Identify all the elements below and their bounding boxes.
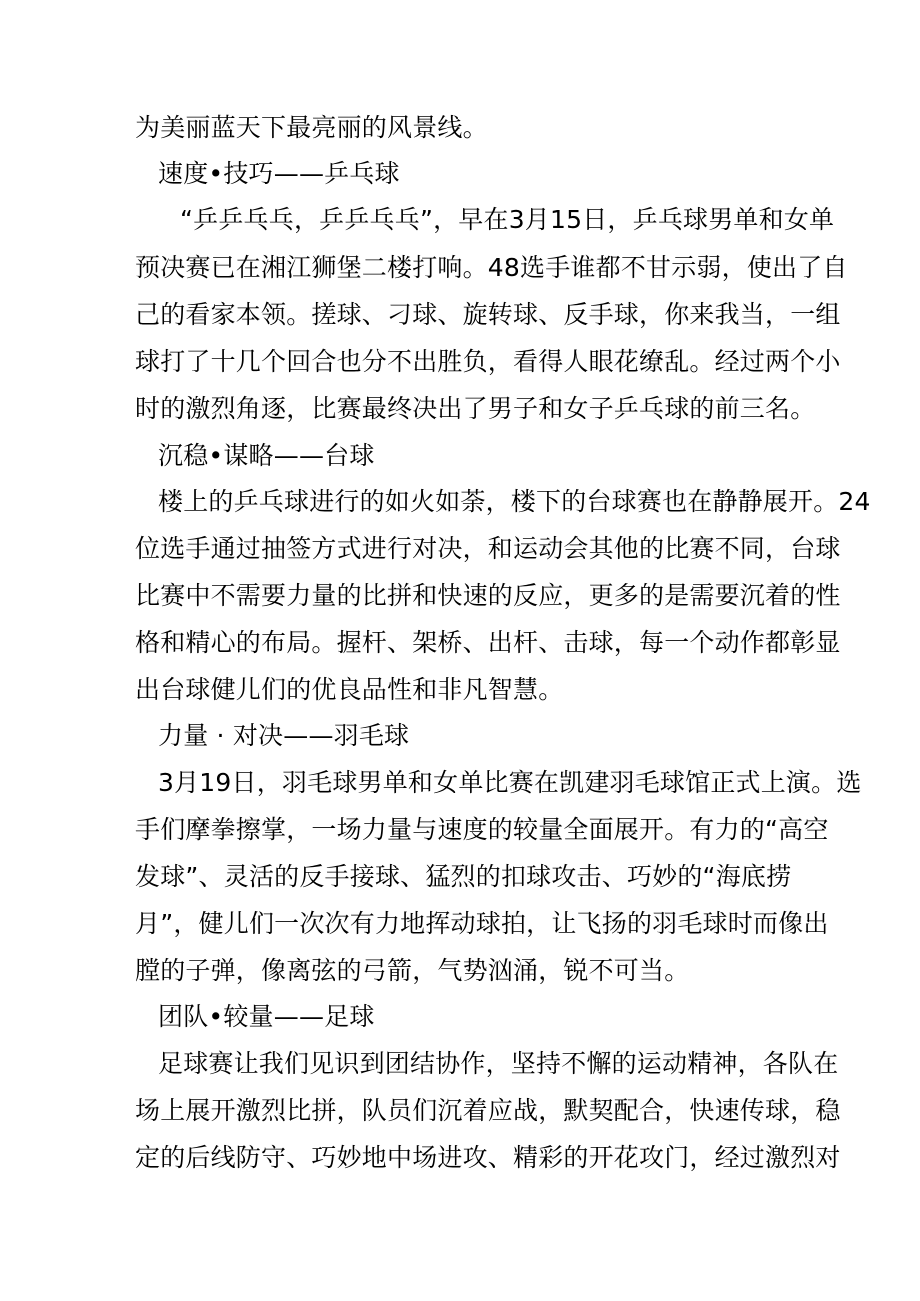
body-text-line: 预决赛已在湘江狮堡二楼打响。48选手谁都不甘示弱，使出了自 <box>135 253 848 282</box>
body-text-line: 手们摩拳擦掌，一场力量与速度的较量全面展开。有力的“高空 <box>135 815 829 844</box>
body-text-line: 足球赛让我们见识到团结协作，坚持不懈的运动精神，各队在 <box>158 1049 839 1078</box>
body-text-line: 月”，健儿们一次次有力地挥动球拍，让飞扬的羽毛球时而像出 <box>135 909 829 938</box>
body-text-line: 场上展开激烈比拼，队员们沉着应战，默契配合，快速传球，稳 <box>135 1096 841 1125</box>
body-text-line: 3月19日，羽毛球男单和女单比赛在凯建羽毛球馆正式上演。选 <box>158 768 862 797</box>
section-heading-billiards: 沉稳•谋略——台球 <box>158 441 375 470</box>
section-heading-table-tennis: 速度•技巧——乒乓球 <box>158 159 400 188</box>
body-text-line: 为美丽蓝天下最亮丽的风景线。 <box>135 113 488 142</box>
body-text-line: 楼上的乒乓球进行的如火如荼，楼下的台球赛也在静静展开。24 <box>158 487 871 516</box>
section-heading-football: 团队•较量——足球 <box>158 1002 375 1031</box>
body-text-line: 格和精心的布局。握杆、架桥、出杆、击球，每一个动作都彰显 <box>135 628 841 657</box>
body-text-line: 比赛中不需要力量的比拼和快速的反应，更多的是需要沉着的性 <box>135 581 841 610</box>
body-text-line: 位选手通过抽签方式进行对决，和运动会其他的比赛不同，台球 <box>135 534 841 563</box>
section-heading-badminton: 力量 · 对决——羽毛球 <box>158 721 410 750</box>
body-text-line: 时的激烈角逐，比赛最终决出了男子和女子乒乓球的前三名。 <box>135 394 816 423</box>
body-text-line: 膛的子弹，像离弦的弓箭，气势汹涌，锐不可当。 <box>135 956 690 985</box>
body-text-line: 发球”、灵活的反手接球、猛烈的扣球攻击、巧妙的“海底捞 <box>135 862 792 891</box>
body-text-line: 出台球健儿们的优良品性和非凡智慧。 <box>135 675 564 704</box>
body-text-line: 定的后线防守、巧妙地中场进攻、精彩的开花攻门，经过激烈对 <box>135 1143 841 1172</box>
body-text-line: 己的看家本领。搓球、刁球、旋转球、反手球，你来我当，一组 <box>135 300 841 329</box>
body-text-line: “乒乒乓乓，乒乒乓乓”，早在3月15日，乒乓球男单和女单 <box>180 205 835 234</box>
body-text-line: 球打了十几个回合也分不出胜负，看得人眼花缭乱。经过两个小 <box>135 347 841 376</box>
